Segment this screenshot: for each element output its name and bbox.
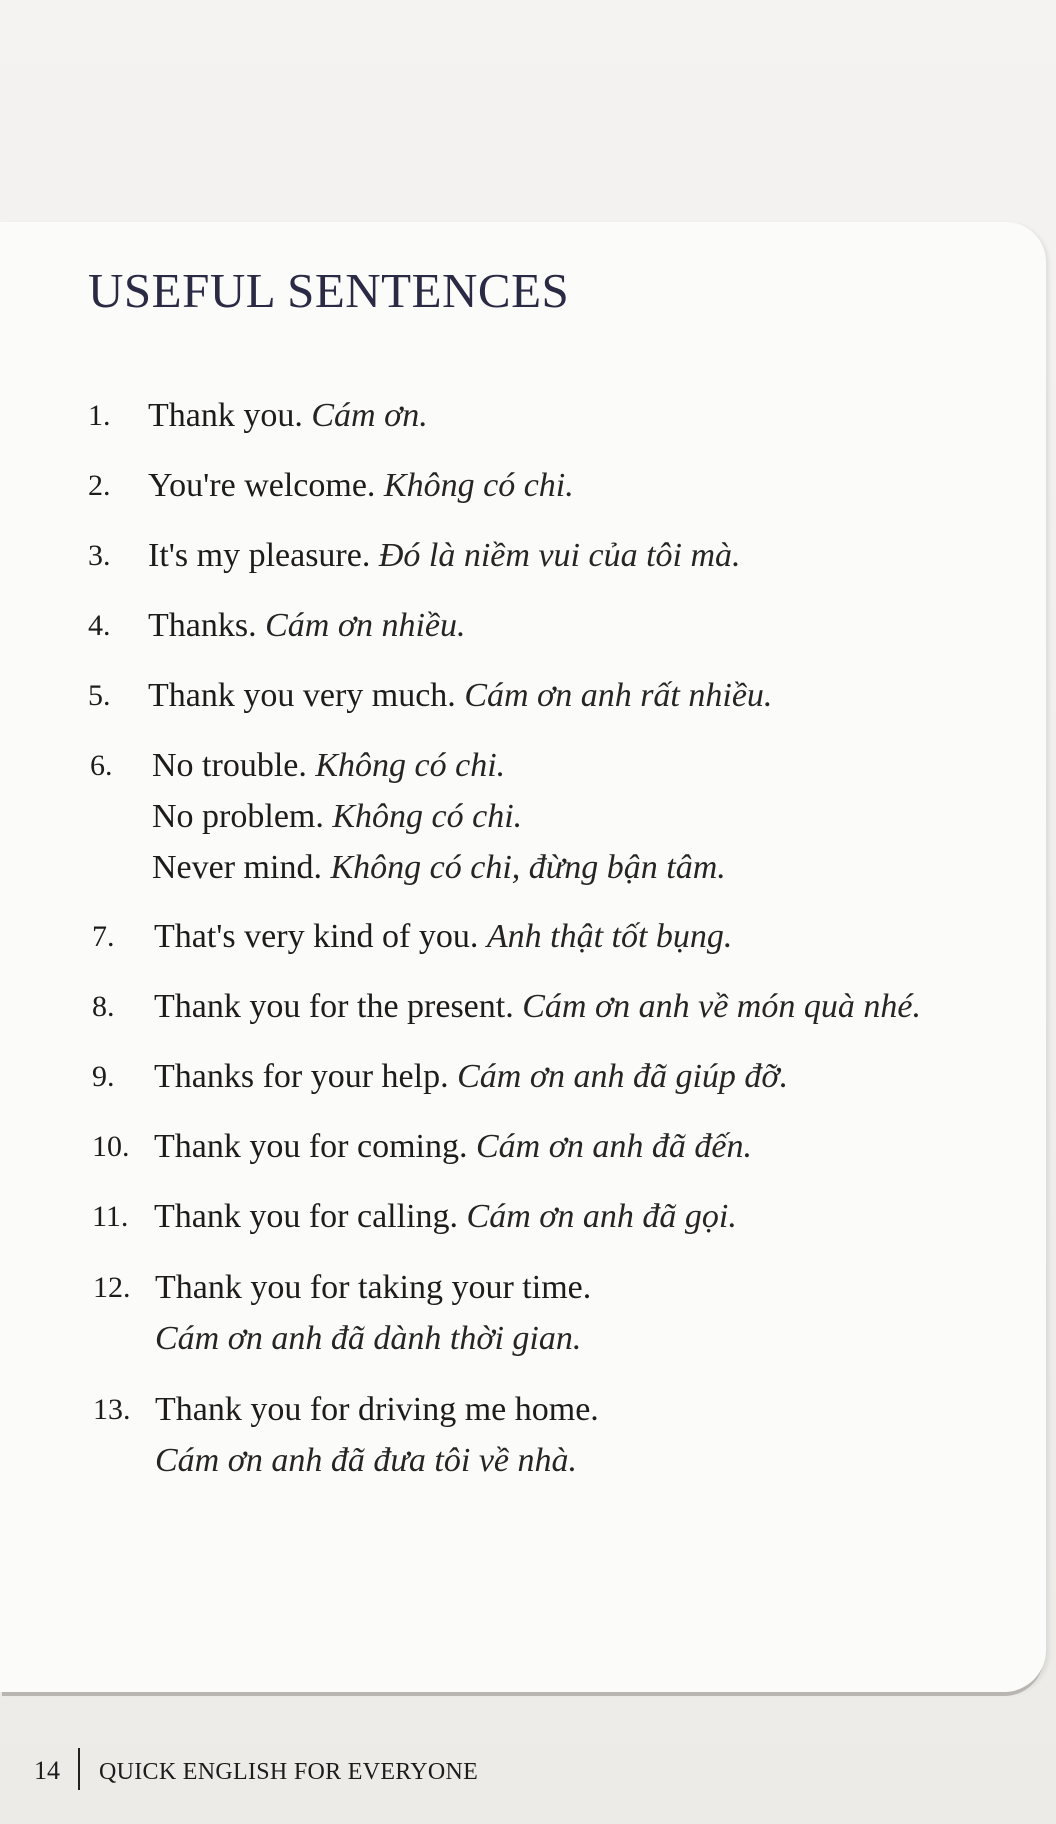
sentence-line xyxy=(155,1435,599,1486)
vietnamese-text: Cám ơn anh đã giúp đỡ. xyxy=(457,1058,789,1095)
item-number: 7. xyxy=(92,920,115,953)
english-text: No problem. xyxy=(152,798,324,835)
vietnamese-text: Không có chi, đừng bận tâm. xyxy=(330,849,726,886)
item-body xyxy=(152,740,726,893)
english-text: That's very kind of you. xyxy=(154,918,479,955)
item-number: 4. xyxy=(88,609,111,642)
vietnamese-text: Cám ơn anh rất nhiều. xyxy=(464,677,773,714)
item-number: 1. xyxy=(88,399,111,432)
english-text: No trouble. xyxy=(152,747,307,784)
vietnamese-text: Cám ơn anh đã đến. xyxy=(476,1128,752,1165)
english-text: It's my pleasure. xyxy=(148,537,371,574)
item-number: 5. xyxy=(88,679,111,712)
sentence-line xyxy=(154,911,732,962)
sentence-line xyxy=(152,740,726,791)
sentence-line xyxy=(155,1313,591,1364)
item-number: 12. xyxy=(93,1271,131,1304)
item-body xyxy=(148,530,741,581)
vietnamese-text: Cám ơn nhiều. xyxy=(265,607,466,644)
item-body xyxy=(155,1262,591,1364)
item-number: 10. xyxy=(92,1130,130,1163)
item-body xyxy=(148,670,772,721)
sentence-line xyxy=(155,1262,591,1313)
english-text: Thank you for calling. xyxy=(154,1198,459,1235)
item-body xyxy=(154,1051,788,1102)
item-body xyxy=(154,1191,737,1242)
item-number: 6. xyxy=(90,749,113,782)
item-number: 11. xyxy=(92,1200,129,1233)
english-text: Thank you for the present. xyxy=(154,988,514,1025)
sentence-line xyxy=(154,1191,737,1242)
item-body xyxy=(154,981,921,1032)
sentence-line xyxy=(154,1121,752,1172)
item-number: 9. xyxy=(92,1060,115,1093)
vietnamese-text: Cám ơn anh đã gọi. xyxy=(466,1198,737,1235)
item-number: 3. xyxy=(88,539,111,572)
vietnamese-text: Cám ơn. xyxy=(311,397,428,434)
vietnamese-text: Anh thật tốt bụng. xyxy=(486,918,733,955)
footer-divider xyxy=(78,1748,80,1790)
item-number: 2. xyxy=(88,469,111,502)
item-body xyxy=(154,1121,752,1172)
vietnamese-text: Cám ơn anh về món quà nhé. xyxy=(522,988,921,1025)
item-number: 8. xyxy=(92,990,115,1023)
english-text: Thanks for your help. xyxy=(154,1058,449,1095)
sentence-line xyxy=(148,600,466,651)
sentence-line xyxy=(154,1051,788,1102)
english-text: Thanks. xyxy=(148,607,257,644)
item-body xyxy=(155,1384,599,1486)
section-title: USEFUL SENTENCES xyxy=(88,263,570,318)
sentence-line xyxy=(155,1384,599,1435)
book-title: QUICK ENGLISH FOR EVERYONE xyxy=(99,1759,479,1785)
page-number: 14 xyxy=(34,1756,60,1785)
english-text: You're welcome. xyxy=(148,467,376,504)
vietnamese-text: Đó là niềm vui của tôi mà. xyxy=(378,537,741,574)
english-text: Thank you very much. xyxy=(148,677,456,714)
item-number: 13. xyxy=(93,1393,131,1426)
vietnamese-text: Không có chi. xyxy=(332,798,523,835)
vietnamese-text: Cám ơn anh đã dành thời gian. xyxy=(155,1320,582,1357)
item-body xyxy=(148,390,428,441)
english-text: Thank you for driving me home. xyxy=(155,1391,599,1428)
sentence-line xyxy=(152,842,726,893)
item-body xyxy=(154,911,732,962)
sentence-line xyxy=(154,981,921,1032)
english-text: Thank you for taking your time. xyxy=(155,1269,592,1306)
english-text: Thank you for coming. xyxy=(154,1128,468,1165)
sentence-line xyxy=(148,460,574,511)
english-text: Never mind. xyxy=(152,849,322,886)
sentence-line xyxy=(148,670,772,721)
sentence-line xyxy=(148,530,741,581)
english-text: Thank you. xyxy=(148,397,303,434)
sentence-line xyxy=(152,791,726,842)
vietnamese-text: Không có chi. xyxy=(383,467,574,504)
vietnamese-text: Cám ơn anh đã đưa tôi về nhà. xyxy=(155,1442,577,1479)
vietnamese-text: Không có chi. xyxy=(315,747,506,784)
sentence-line xyxy=(148,390,428,441)
item-body xyxy=(148,460,574,511)
item-body xyxy=(148,600,466,651)
